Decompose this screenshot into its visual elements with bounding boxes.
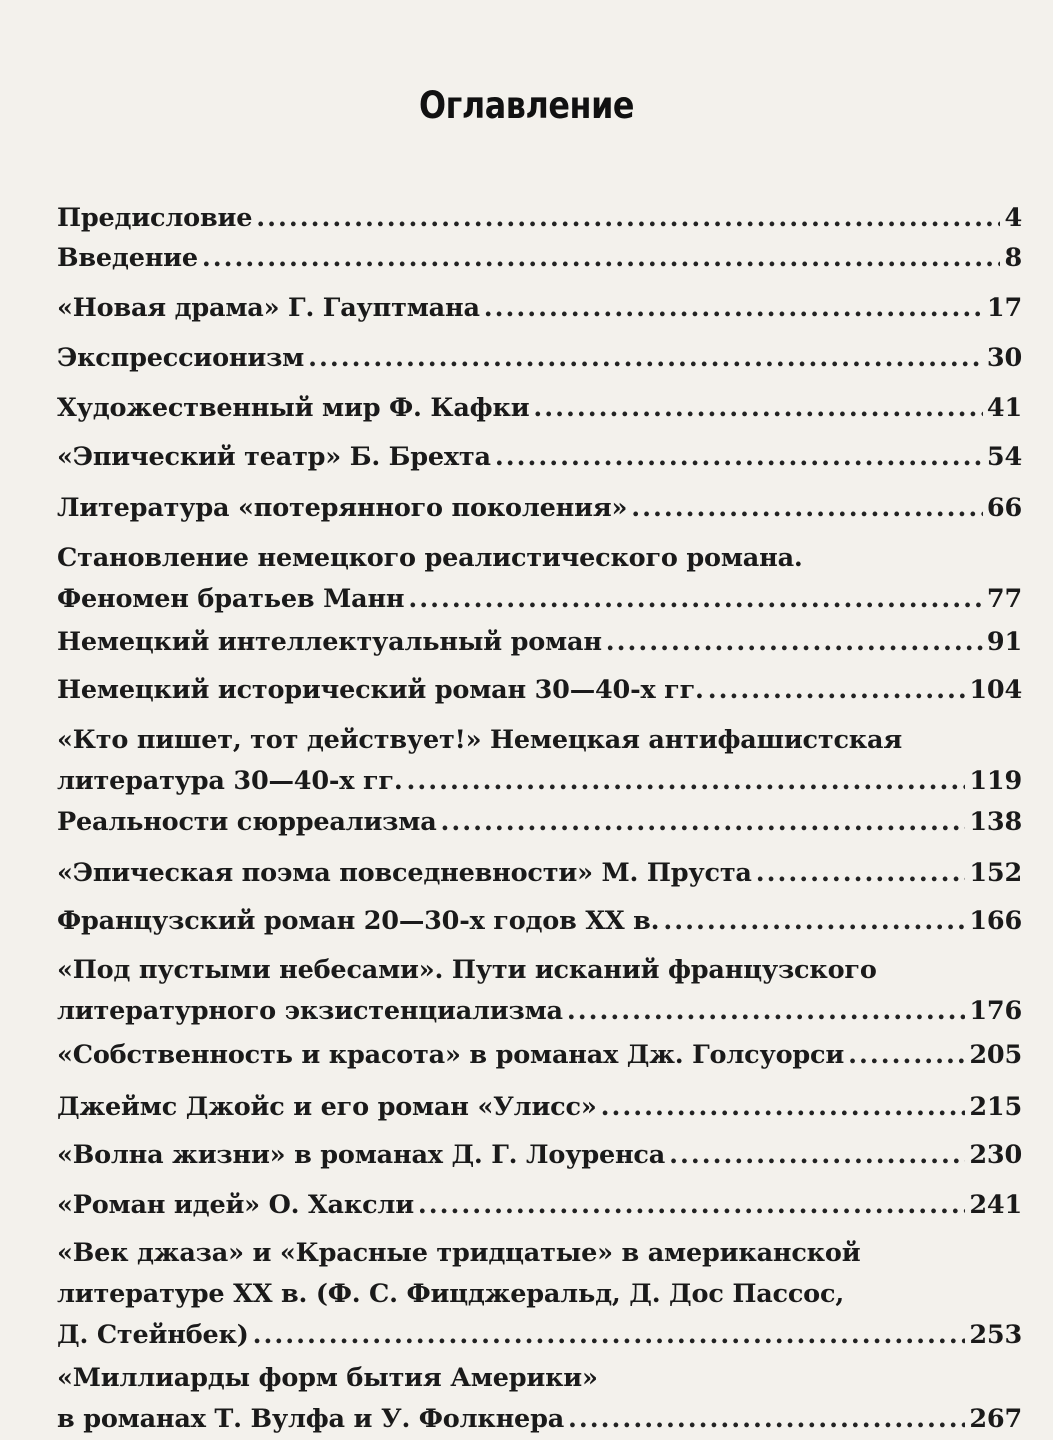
toc-entry-title-line: «Эпическая поэма повседневности» М. Пруста bbox=[57, 858, 752, 888]
dot-leader bbox=[601, 1085, 966, 1130]
toc-entry-row bbox=[57, 620, 1022, 665]
toc-page-number: 54 bbox=[986, 442, 1022, 472]
toc-entry-title-line: «Миллиарды форм бытия Америки» bbox=[57, 1363, 598, 1393]
toc-entry bbox=[57, 1133, 1022, 1178]
toc-entry-title-line: Литература «потерянного поколения» bbox=[57, 493, 628, 523]
toc-entry-title-line: Предисловие bbox=[57, 203, 253, 233]
toc-entry-row bbox=[57, 761, 1022, 802]
toc-entry bbox=[57, 286, 1022, 331]
dot-leader bbox=[663, 899, 965, 944]
dot-leader bbox=[631, 486, 983, 531]
toc-entry bbox=[57, 435, 1022, 480]
toc-entry-row bbox=[57, 386, 1022, 431]
dot-leader bbox=[441, 800, 966, 845]
dot-leader bbox=[567, 991, 965, 1032]
dot-leader bbox=[408, 579, 983, 620]
toc-entry bbox=[57, 236, 1022, 281]
toc-entry-row bbox=[57, 1399, 1022, 1440]
toc-entry-title-line: «Волна жизни» в романах Д. Г. Лоуренса bbox=[57, 1140, 666, 1170]
toc-entry bbox=[57, 1233, 1022, 1356]
toc-entry-title-line: Становление немецкого реалистического романа. bbox=[57, 543, 803, 573]
toc-entry-row bbox=[57, 1033, 1022, 1078]
toc-page-number: 267 bbox=[969, 1404, 1022, 1434]
toc-entry-title-line: «Собственность и красота» в романах Дж. Голсуорси bbox=[57, 1040, 845, 1070]
toc-entry-row bbox=[57, 1085, 1022, 1130]
toc-entry-title-line: «Кто пишет, тот действует!» Немецкая антифашистская bbox=[57, 725, 902, 755]
toc-page-number: 241 bbox=[969, 1190, 1022, 1220]
dot-leader bbox=[308, 336, 983, 381]
toc-entry-row bbox=[57, 486, 1022, 531]
toc-entry-title-line: Реальности сюрреализма bbox=[57, 807, 437, 837]
toc-entry bbox=[57, 899, 1022, 944]
toc-entry-row bbox=[57, 668, 1022, 713]
toc-page-number: 30 bbox=[986, 343, 1022, 373]
toc-page-number: 230 bbox=[969, 1140, 1022, 1170]
toc-entry-row bbox=[57, 1183, 1022, 1228]
toc-entry-title-line: «Век джаза» и «Красные тридцатые» в американской bbox=[57, 1238, 861, 1268]
toc-entry-row bbox=[57, 851, 1022, 896]
toc-entry-row bbox=[57, 1133, 1022, 1178]
dot-leader bbox=[256, 196, 1000, 241]
toc-entry bbox=[57, 196, 1022, 241]
toc-entry-row bbox=[57, 899, 1022, 944]
dot-leader bbox=[669, 1133, 965, 1178]
toc-entry bbox=[57, 486, 1022, 531]
toc-page-number: 91 bbox=[986, 627, 1022, 657]
toc-entry-row bbox=[57, 196, 1022, 241]
toc-page-number: 152 bbox=[969, 858, 1022, 888]
toc-page-number: 66 bbox=[986, 493, 1022, 523]
dot-leader bbox=[418, 1183, 965, 1228]
toc-entry-row bbox=[57, 800, 1022, 845]
toc-page-number: 253 bbox=[969, 1320, 1022, 1350]
toc-page-number: 176 bbox=[969, 996, 1022, 1026]
toc-entry bbox=[57, 1358, 1022, 1440]
toc-entry-title-line: в романах Т. Вулфа и У. Фолкнера bbox=[57, 1404, 565, 1434]
dot-leader bbox=[568, 1399, 965, 1440]
dot-leader bbox=[533, 386, 983, 431]
toc-entry bbox=[57, 1033, 1022, 1078]
toc-page-number: 8 bbox=[1004, 243, 1022, 273]
toc-entry bbox=[57, 950, 1022, 1032]
page-title: Оглавление bbox=[419, 84, 635, 127]
toc-entry-row bbox=[57, 336, 1022, 381]
toc-page-number: 138 bbox=[969, 807, 1022, 837]
toc-entry-row bbox=[57, 1315, 1022, 1356]
toc-entry bbox=[57, 336, 1022, 381]
toc-entry-title-line: литературного экзистенциализма bbox=[57, 996, 563, 1026]
toc-entry-title-line: «Роман идей» О. Хаксли bbox=[57, 1190, 414, 1220]
toc-entry bbox=[57, 668, 1022, 713]
dot-leader bbox=[756, 851, 966, 896]
toc-entry-title-line: Введение bbox=[57, 243, 198, 273]
toc-entry-row bbox=[57, 435, 1022, 480]
toc-entry bbox=[57, 800, 1022, 845]
toc-page-number: 104 bbox=[969, 675, 1022, 705]
dot-leader bbox=[848, 1033, 965, 1078]
toc-entry-title-line: Экспрессионизм bbox=[57, 343, 305, 373]
toc-entry-title-line: «Под пустыми небесами». Пути исканий французского bbox=[57, 955, 877, 985]
toc-entry-title-line: Феномен братьев Манн bbox=[57, 584, 405, 614]
toc-page-number: 17 bbox=[986, 293, 1022, 323]
dot-leader bbox=[253, 1315, 966, 1356]
toc-entry-title-line: литературе XX в. (Ф. С. Фицджеральд, Д. Дос Пассос, bbox=[57, 1279, 844, 1309]
toc-page-number: 77 bbox=[986, 584, 1022, 614]
toc-page-number: 4 bbox=[1004, 203, 1022, 233]
dot-leader bbox=[484, 286, 983, 331]
toc-entry-title-line: Д. Стейнбек) bbox=[57, 1320, 249, 1350]
toc-entry-title-line: Художественный мир Ф. Кафки bbox=[57, 393, 530, 423]
toc-entry-title-line: Немецкий интеллектуальный роман bbox=[57, 627, 602, 657]
toc-entry-row bbox=[57, 236, 1022, 281]
toc-entry-title-line: Немецкий исторический роман 30—40-х гг. bbox=[57, 675, 704, 705]
toc-entry-title-line: Джеймс Джойс и его роман «Улисс» bbox=[57, 1092, 597, 1122]
toc-page-number: 205 bbox=[969, 1040, 1022, 1070]
dot-leader bbox=[708, 668, 966, 713]
dot-leader bbox=[495, 435, 983, 480]
toc-page-number: 41 bbox=[986, 393, 1022, 423]
toc-entry bbox=[57, 1085, 1022, 1130]
toc-entry-title-line: литература 30—40-х гг. bbox=[57, 766, 403, 796]
toc-entry-row bbox=[57, 991, 1022, 1032]
toc-entry bbox=[57, 851, 1022, 896]
toc-entry-title-line: Французский роман 20—30-х годов XX в. bbox=[57, 906, 660, 936]
toc-entry bbox=[57, 386, 1022, 431]
dot-leader bbox=[606, 620, 983, 665]
dot-leader bbox=[407, 761, 966, 802]
toc-entry bbox=[57, 720, 1022, 802]
toc-entry bbox=[57, 538, 1022, 620]
toc-entry-title-line: «Новая драма» Г. Гауптмана bbox=[57, 293, 480, 323]
toc-entry-row bbox=[57, 579, 1022, 620]
toc-entry-title-line: «Эпический театр» Б. Брехта bbox=[57, 442, 491, 472]
toc-page-number: 215 bbox=[969, 1092, 1022, 1122]
toc-entry bbox=[57, 1183, 1022, 1228]
toc-entry-row bbox=[57, 286, 1022, 331]
dot-leader bbox=[202, 236, 1001, 281]
toc-entry bbox=[57, 620, 1022, 665]
toc-page-number: 119 bbox=[969, 766, 1022, 796]
toc-page-number: 166 bbox=[969, 906, 1022, 936]
